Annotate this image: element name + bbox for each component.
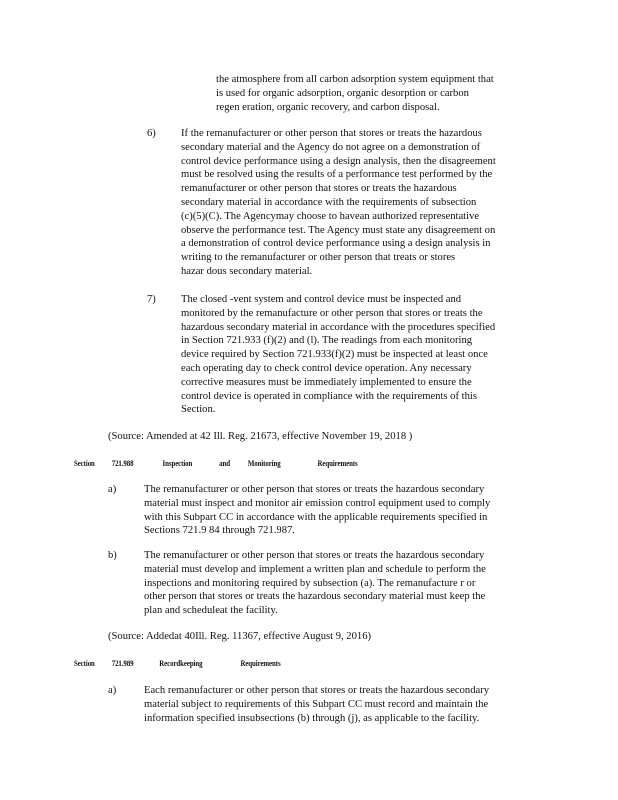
text-line: remanufacturer or other person that stores or treats the hazardous: [181, 183, 457, 195]
item-number-7: 7): [147, 294, 156, 305]
section-label: Section: [74, 659, 95, 668]
text-line: hazardous secondary material in accordance with the procedures specified: [181, 321, 496, 333]
section-title-word: Requirements: [240, 659, 281, 668]
text-line: Each remanufacturer or other person that stores or treats the hazardous secondary: [144, 685, 490, 696]
item-number-b: b): [108, 550, 117, 561]
text-line: control device is operated in compliance with the requirements of this: [181, 390, 477, 402]
text-line: a demonstration of control device performance using a design analysis in: [181, 238, 491, 250]
continued-paragraph: [216, 73, 536, 114]
text-line: material must inspect and monitor air emission control equipment used to comply: [144, 497, 491, 509]
text-line: (c)(5)(C). The Agencymay choose to havean authorized representative: [181, 210, 480, 222]
source-note-added: (Source: Addedat 40Ill. Reg. 11367, effective August 9, 2016): [108, 631, 372, 642]
text-line: secondary material in accordance with the requirements of subsection: [181, 196, 477, 208]
text-line: is used for organic adsorption, organic desorption or carbon: [216, 87, 469, 99]
text-line: The remanufacturer or other person that stores or treats the hazardous secondary: [144, 550, 485, 561]
section-989-a-paragraph: [144, 684, 536, 725]
item-number-a: a): [108, 484, 117, 495]
section-988-b-paragraph: [144, 549, 536, 618]
text-line: monitored by the remanufacture or other person that stores or treats the: [181, 307, 483, 319]
text-line: The remanufacturer or other person that stores or treats the hazardous secondary: [144, 484, 485, 495]
item-number-a: a): [108, 685, 117, 696]
text-line: regen eration, organic recovery, and carbon disposal.: [216, 101, 440, 113]
text-line: hazar dous secondary material.: [181, 265, 313, 277]
text-line: must be resolved using the results of a performance test performed by the: [181, 169, 493, 181]
section-label: Section: [74, 459, 95, 468]
text-line: plan and scheduleat the facility.: [144, 605, 278, 617]
text-line: in Section 721.933 (f)(2) and (l). The readings from each monitoring: [181, 335, 473, 347]
text-line: If the remanufacturer or other person that stores or treats the hazardous: [181, 128, 482, 139]
text-line: material subject to requirements of this Subpart CC must record and maintain the: [144, 698, 489, 710]
section-title-word: Monitoring: [247, 459, 281, 468]
text-line: inspections and monitoring required by subsection (a). The remanufacture r or: [144, 577, 476, 589]
text-line: writing to the remanufacturer or other person that treats or stores: [181, 252, 456, 264]
text-line: observe the performance test. The Agency must state any disagreement on: [181, 224, 496, 236]
section-number: 721.988: [111, 459, 134, 468]
section-number: 721.989: [111, 659, 134, 668]
text-line: device required by Section 721.933(f)(2) must be inspected at least once: [181, 349, 488, 361]
text-line: Sections 721.9 84 through 721.987.: [144, 525, 295, 537]
text-line: control device performance using a design analysis, then the disagreement: [181, 155, 496, 167]
item-6-paragraph: [181, 127, 537, 279]
text-line: information specified insubsections (b) through (j), as applicable to the facility.: [144, 712, 480, 724]
section-title-word: Inspection: [162, 459, 193, 468]
section-988-a-paragraph: [144, 483, 536, 538]
text-line: the atmosphere from all carbon adsorption system equipment that: [216, 74, 494, 85]
text-line: corrective measures must be immediately implemented to ensure the: [181, 376, 472, 388]
text-line: secondary material and the Agency do not agree on a demonstration of: [181, 141, 481, 153]
item-number-6: 6): [147, 128, 156, 139]
text-line: Section.: [181, 404, 216, 416]
text-line: each operating day to check control device operation. Any necessary: [181, 362, 472, 374]
text-line: with this Subpart CC in accordance with the applicable requirements specified in: [144, 511, 488, 523]
text-line: The closed -vent system and control device must be inspected and: [181, 294, 462, 305]
source-note-amended: (Source: Amended at 42 Ill. Reg. 21673, effective November 19, 2018 ): [108, 431, 413, 442]
section-title-word: and: [219, 459, 230, 468]
item-7-paragraph: [181, 293, 537, 417]
section-title-word: Requirements: [317, 459, 358, 468]
text-line: material must develop and implement a written plan and schedule to perform the: [144, 563, 486, 575]
text-line: other person that stores or treats the hazardous secondary material must keep the: [144, 591, 486, 603]
section-title-word: Recordkeeping: [159, 659, 203, 668]
